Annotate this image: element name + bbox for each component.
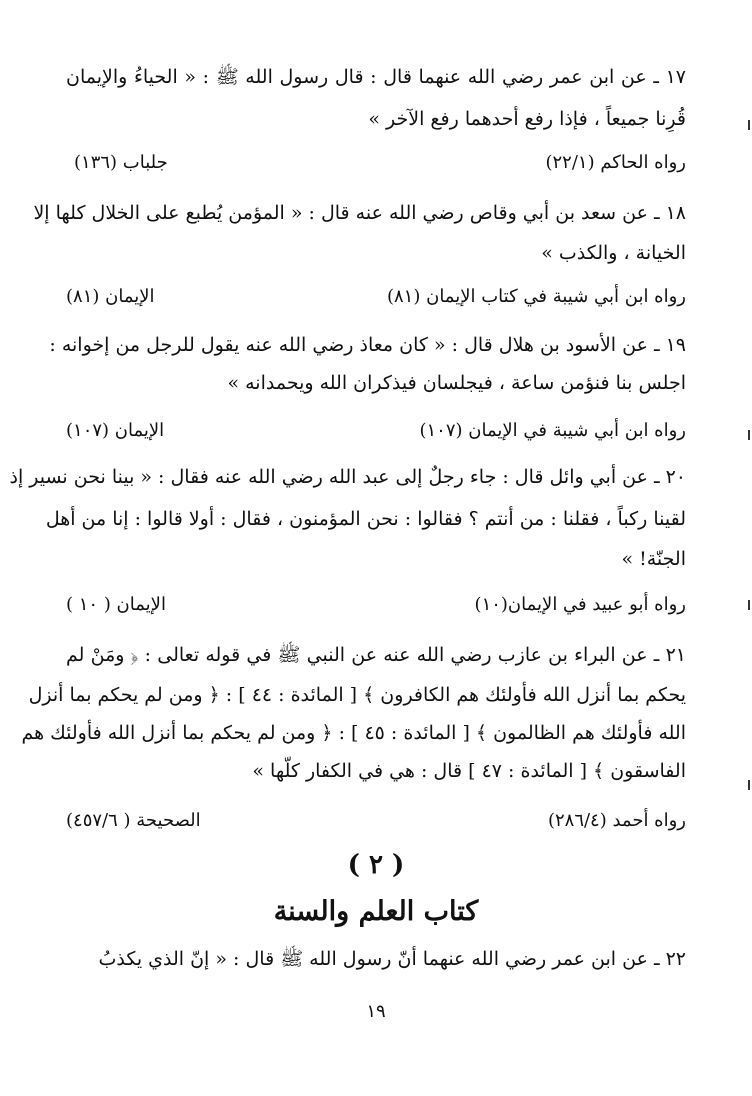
hadith-19-reference — [66, 416, 686, 446]
hadith-20-line-1: ٢٠ ـ عن أبي وائل قال : جاء رجلٌ إلى عبد الله رضي الله عنه فقال : « بينا نحن نسير إذ — [9, 466, 686, 488]
hadith-20-reference — [66, 590, 686, 620]
hadith-17-line-2: قُرِنا جميعاً ، فإذا رفع أحدهما رفع الآخر » — [368, 108, 686, 130]
hadith-21-line-4: الفاسقون ﴾ [ المائدة : ٤٧ ] قال : هي في الكفار كلّها » — [252, 760, 686, 782]
hadith-22-line-1: ٢٢ ـ عن ابن عمر رضي الله عنهما أنّ رسول الله ﷺ قال : « إنّ الذي يكذبُ — [98, 948, 686, 970]
hadith-17-reference — [66, 148, 686, 178]
hadith-20-line-3: الجنّة! » — [621, 548, 686, 570]
hadith-18-reference — [66, 282, 686, 312]
hadith-20-grade: الإيمان ( ١٠ ) — [66, 594, 166, 615]
hadith-21-grade: الصحيحة ( ٤٥٧/٦) — [66, 810, 201, 831]
hadith-17-line-1: ١٧ ـ عن ابن عمر رضي الله عنهما قال : قال رسول الله ﷺ : « الحياءُ والإيمان — [66, 66, 686, 88]
chapter-title: كتاب العلم والسنة — [273, 896, 479, 927]
hadith-19-line-1: ١٩ ـ عن الأسود بن هلال قال : « كان معاذ رضي الله عنه يقول للرجل من إخوانه : — [49, 334, 686, 356]
hadith-18-line-2: الخيانة ، والكذب » — [541, 242, 686, 264]
hadith-18-line-1: ١٨ ـ عن سعد بن أبي وقاص رضي الله عنه قال : « المؤمن يُطبع على الخلال كلها إلا — [33, 202, 686, 224]
hadith-18-source: رواه ابن أبي شيبة في كتاب الإيمان (٨١) — [386, 286, 686, 307]
hadith-19-line-2: اجلس بنا فنؤمن ساعة ، فيجلسان فيذكران الله ويحمدانه » — [227, 372, 686, 394]
hadith-17-source: رواه الحاكم (٢٢/١) — [545, 152, 686, 173]
scan-edge-mark — [748, 430, 750, 440]
hadith-17-grade: جلباب (١٣٦) — [74, 152, 168, 173]
hadith-21-line-2: يحكم بما أنزل الله فأولئك هم الكافرون ﴾ [ المائدة : ٤٤ ] : ﴿ ومن لم يحكم بما أنزل — [28, 684, 686, 706]
scan-edge-mark — [748, 600, 750, 610]
hadith-18-grade: الإيمان (٨١) — [66, 286, 155, 307]
hadith-19-source: رواه ابن أبي شيبة في الإيمان (١٠٧) — [419, 420, 686, 441]
hadith-21-line-3: الله فأولئك هم الظالمون ﴾ [ المائدة : ٤٥ ] : ﴿ ومن لم يحكم بما أنزل الله فأولئك هم — [21, 722, 686, 744]
hadith-19-grade: الإيمان (١٠٧) — [66, 420, 165, 441]
hadith-20-source: رواه أبو عبيد في الإيمان(١٠) — [474, 594, 686, 615]
hadith-21-line-1: ٢١ ـ عن البراء بن عازب رضي الله عنه عن النبي ﷺ في قوله تعالى : ﴿ ومَنْ لم — [66, 644, 686, 666]
hadith-21-reference — [66, 806, 686, 836]
hadith-21-source: رواه أحمد (٢٨٦/٤) — [547, 810, 686, 831]
chapter-number: ( ٢ ) — [347, 850, 405, 880]
hadith-20-line-2: لقينا ركباً ، فقلنا : من أنتم ؟ فقالوا : نحن المؤمنون ، فقال : أولا قالوا : إنا من أهل — [45, 508, 686, 530]
page-number: ١٩ — [366, 1001, 386, 1022]
scan-edge-mark — [748, 780, 750, 790]
scan-edge-mark — [748, 120, 750, 130]
